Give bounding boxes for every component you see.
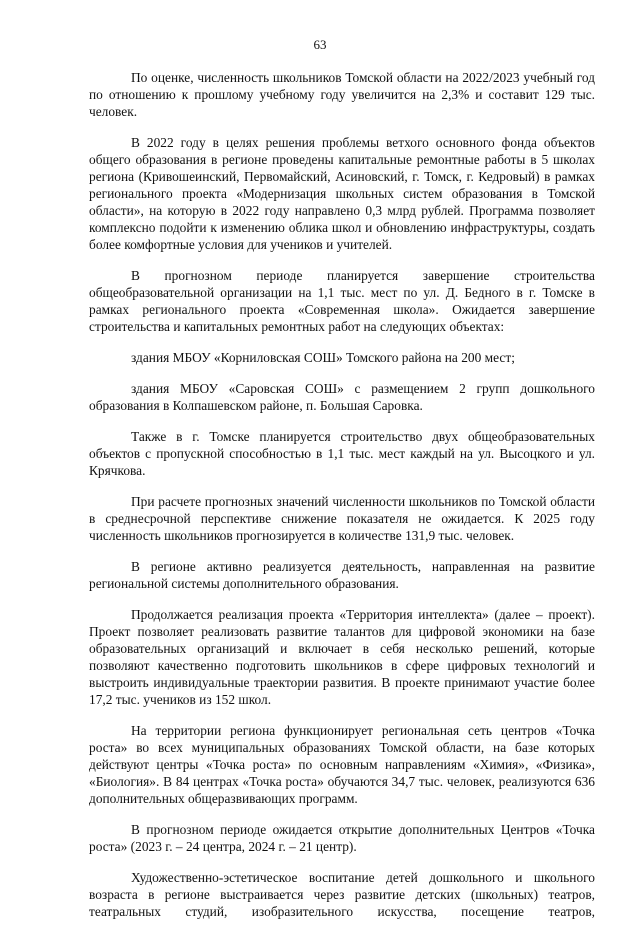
paragraph-kornilovskaya-school: здания МБОУ «Корниловская СОШ» Томского района на 200 мест; <box>131 350 515 365</box>
paragraph-art-education: Художественно-эстетическое воспитание детей дошкольного и школьного возраста в регионе выстраивается через развитие детских (школьных) театров, театральных студий, изобразительного искусства, посещение театров, <box>89 870 595 919</box>
paragraph-growth-points-network: На территории региона функционирует региональная сеть центров «Точка роста» во всех муниципальных образованиях Томской области, на базе которых действуют центры «Точка роста» по основным направлениям «Химия», «Физика», «Биология». В 84 центрах «Точка роста» обучаются 34,7 тыс. человек, реализуются 636 дополнительных общеразвивающих программ. <box>89 723 595 806</box>
page-number: 63 <box>313 37 327 52</box>
document-body <box>89 69 595 934</box>
paragraph-sarovskaya-school: здания МБОУ «Саровская СОШ» с размещением 2 групп дошкольного образования в Колпашевском районе, п. Большая Саровка. <box>89 381 595 413</box>
paragraph-pupils-forecast: При расчете прогнозных значений численности школьников по Томской области в среднесрочной перспективе снижение показателя не ожидается. К 2025 году численность школьников прогнозируется в количестве 131,9 тыс. человек. <box>89 494 595 543</box>
paragraph-growth-points-opening: В прогнозном периоде ожидается открытие дополнительных Центров «Точка роста» (2023 г. – 24 центра, 2024 г. – 21 центр). <box>89 822 595 854</box>
paragraph-territory-of-intellect: Продолжается реализация проекта «Территория интеллекта» (далее – проект). Проект позволяет реализовать развитие талантов для цифровой экономики на базе образовательных организаций и включает в себя несколько решений, которые позволяют качественно подготовить школьников в сфере цифровых технологий и выстроить индивидуальные траектории развития. В проекте принимают участие более 17,2 тыс. учеников из 152 школ. <box>89 607 595 707</box>
paragraph-tomsk-construction: Также в г. Томске планируется строительство двух общеобразовательных объектов с пропускной способностью в 1,1 тыс. мест каждый на ул. Высоцкого и ул. Крячкова. <box>89 429 595 478</box>
paragraph-pupils-estimate: По оценке, численность школьников Томской области на 2022/2023 учебный год по отношению к прошлому учебному году увеличится на 2,3% и составит 129 тыс. человек. <box>89 70 595 119</box>
paragraph-school-repairs: В 2022 году в целях решения проблемы ветхого основного фонда объектов общего образования в регионе проведены капитальные ремонтные работы в 5 школах региона (Кривошеинский, Первомайский, Асиновский, г. Томск, г. Кедровый) в рамках регионального проекта «Модернизация школьных систем образования в Томской области», на которую в 2022 году направлено 0,3 млрд рублей. Программа позволяет комплексно подойти к изменению облика школ и обновлению инфраструктуры, создать более комфортные условия для учеников и учителей. <box>89 135 595 252</box>
paragraph-additional-education: В регионе активно реализуется деятельность, направленная на развитие региональной системы дополнительного образования. <box>89 559 595 591</box>
paragraph-construction-forecast: В прогнозном периоде планируется завершение строительства общеобразовательной организации на 1,1 тыс. мест по ул. Д. Бедного в г. Томске в рамках регионального проекта «Современная школа». Ожидается завершение строительства и капитальных ремонтных работ на следующих объектах: <box>89 268 595 334</box>
